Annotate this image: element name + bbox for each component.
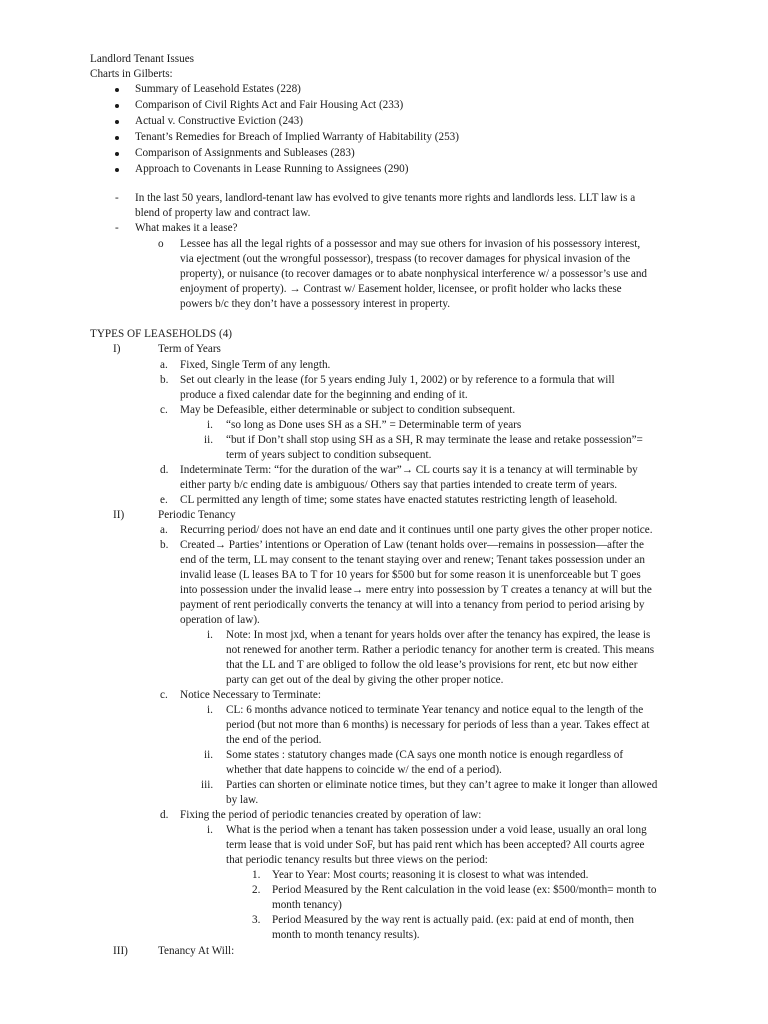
intro-sub-line: via ejectment (out the wrongful possessor), trespass (to recover damages for physical invasion of the (180, 253, 631, 265)
outline-line: Created→ Parties’ intentions or Operation of Law (tenant holds over—remains in possession—after the (180, 539, 644, 551)
letter-marker: a. (160, 524, 168, 536)
outline-line: Period Measured by the Rent calculation in the void lease (ex: $500/month= month to (272, 884, 657, 896)
roman-numeral: II) (113, 509, 125, 521)
letter-marker: b. (160, 374, 169, 386)
outline-line: end of the term, LL may consent to the tenant staying over and renew; Tenant takes possession under an (180, 554, 645, 566)
outline-line: What is the period when a tenant has taken possession under a void lease, usually an oral long (226, 824, 647, 836)
outline-line: Fixing the period of periodic tenancies created by operation of law: (180, 809, 482, 821)
outline-line: produce a fixed calendar date for the beginning and ending of it. (180, 389, 468, 401)
outline-line: “but if Don’t shall stop using SH as a SH, R may terminate the lease and retake possession”= (226, 434, 643, 446)
outline-line: Some states : statutory changes made (CA says one month notice is enough regardless of (226, 749, 624, 761)
outline-line: not renewed for another term. Rather a periodic tenancy for another term is created. This means (226, 644, 655, 656)
outline-line: invalid lease (L leases BA to T for 10 years for $500 but for some reason it is unenforceable but T goes (180, 569, 641, 581)
intro-sub-line: property), or nuisance (to recover damages or to abate nonphysical interference w/ a possessor’s use and (180, 268, 648, 280)
outline-line: Parties can shorten or eliminate notice times, but they can’t agree to make it longer than allowed (226, 779, 658, 791)
letter-marker: d. (160, 464, 169, 476)
section-heading: TYPES OF LEASEHOLDS (4) (90, 328, 233, 340)
outline-line: CL: 6 months advance noticed to terminate Year tenancy and notice equal to the length of the (226, 704, 644, 716)
bullet-icon (115, 168, 119, 172)
letter-marker: a. (160, 359, 168, 371)
intro-paragraph-line: blend of property law and contract law. (135, 207, 311, 219)
outline-line: Indeterminate Term: “for the duration of the war”→ CL courts say it is a tenancy at will terminable by (180, 464, 638, 476)
outline-line: party can get out of the deal by giving the other proper notice. (226, 674, 504, 686)
outline-line: either party b/c ending date is ambiguous/ Others say that parties intended to create term of years. (180, 479, 618, 491)
outline-line: Notice Necessary to Terminate: (180, 689, 321, 701)
letter-marker: b. (160, 539, 169, 551)
bullet-icon (115, 104, 119, 108)
roman-sub-marker: iii. (201, 779, 214, 791)
outline-line: term lease that is void under SoF, but has paid rent which has been accepted? All courts agree (226, 839, 645, 851)
letter-marker: d. (160, 809, 169, 821)
outline-line: CL permitted any length of time; some states have enacted statutes restricting length of leasehold. (180, 494, 618, 506)
bullet-icon (115, 152, 119, 156)
number-marker: 3. (252, 914, 261, 926)
roman-sub-marker: i. (207, 629, 213, 641)
outline-line: period (but not more than 6 months) is necessary for periods of less than a year. Takes effect at (226, 719, 650, 731)
outline-line: that periodic tenancy results but three views on the period: (226, 854, 488, 866)
outline-line: “so long as Done uses SH as a SH.” = Determinable term of years (226, 419, 522, 431)
outline-line: into possession under the invalid lease→ mere entry into possession by T creates a tenancy at will but the (180, 584, 652, 596)
chart-item: Tenant’s Remedies for Breach of Implied Warranty of Habitability (253) (135, 131, 459, 143)
outline-line: term of years subject to condition subsequent. (226, 449, 432, 461)
outline-line: month tenancy) (272, 899, 342, 911)
circle-bullet: o (158, 238, 164, 250)
chart-item: Comparison of Assignments and Subleases (283) (135, 147, 355, 159)
outline-line: Period Measured by the way rent is actually paid. (ex: paid at end of month, then (272, 914, 634, 926)
roman-numeral: I) (113, 343, 121, 355)
outline-line: Fixed, Single Term of any length. (180, 359, 331, 371)
outline-line: whether that date happens to coincide w/ the end of a period). (226, 764, 502, 776)
outline-line: the end of the period. (226, 734, 322, 746)
chart-item: Approach to Covenants in Lease Running to Assignees (290) (135, 163, 409, 175)
charts-heading: Charts in Gilberts: (90, 68, 173, 80)
roman-numeral: III) (113, 945, 128, 957)
outline-line: month to month tenancy results). (272, 929, 420, 941)
chart-item: Comparison of Civil Rights Act and Fair Housing Act (233) (135, 99, 404, 111)
roman-sub-marker: ii. (204, 749, 214, 761)
roman-sub-marker: i. (207, 419, 213, 431)
letter-marker: c. (160, 404, 168, 416)
bullet-icon (115, 136, 119, 140)
dash-marker: - (115, 192, 119, 204)
outline-line: Note: In most jxd, when a tenant for years holds over after the tenancy has expired, the lease is (226, 629, 651, 641)
outline-line: Year to Year: Most courts; reasoning it is closest to what was intended. (272, 869, 589, 881)
roman-sub-marker: i. (207, 824, 213, 836)
outline-line: payment of rent periodically converts the tenancy at will into a tenancy from period to period arising by (180, 599, 645, 611)
section-title: Periodic Tenancy (158, 509, 236, 521)
letter-marker: c. (160, 689, 168, 701)
intro-paragraph-line: In the last 50 years, landlord-tenant law has evolved to give tenants more rights and landlords less. LLT law is a (135, 192, 636, 204)
intro-sub-line: powers b/c they don’t have a possessory interest in property. (180, 298, 450, 310)
section-title: Term of Years (158, 343, 221, 355)
outline-line: operation of law). (180, 614, 260, 626)
dash-marker: - (115, 222, 119, 234)
outline-line: by law. (226, 794, 259, 806)
intro-sub-line: Lessee has all the legal rights of a possessor and may sue others for invasion of his possessory interest, (180, 238, 641, 250)
document-title: Landlord Tenant Issues (90, 53, 195, 65)
chart-item: Actual v. Constructive Eviction (243) (135, 115, 303, 127)
number-marker: 1. (252, 869, 261, 881)
bullet-icon (115, 88, 119, 92)
number-marker: 2. (252, 884, 261, 896)
bullet-icon (115, 120, 119, 124)
intro-question: What makes it a lease? (135, 222, 238, 234)
roman-sub-marker: i. (207, 704, 213, 716)
intro-sub-line: enjoyment of property). → Contrast w/ Easement holder, licensee, or profit holder who lacks these (180, 283, 622, 295)
outline-line: Set out clearly in the lease (for 5 years ending July 1, 2002) or by reference to a formula that will (180, 374, 615, 386)
roman-sub-marker: ii. (204, 434, 214, 446)
outline-line: Recurring period/ does not have an end date and it continues until one party gives the other proper notice. (180, 524, 653, 536)
outline-line: that the LL and T are obliged to follow the old lease’s provisions for rent, etc but now either (226, 659, 638, 671)
letter-marker: e. (160, 494, 168, 506)
chart-item: Summary of Leasehold Estates (228) (135, 83, 301, 95)
section-title: Tenancy At Will: (158, 945, 235, 957)
outline-line: May be Defeasible, either determinable or subject to condition subsequent. (180, 404, 516, 416)
